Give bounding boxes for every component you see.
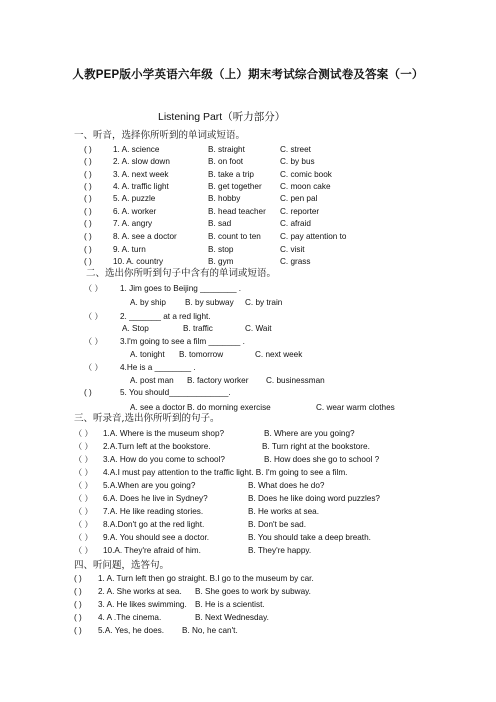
option-b: B. No, he can't.	[182, 626, 238, 635]
option-b: B. head teacher	[208, 207, 266, 216]
answer-bracket: ( )	[84, 182, 92, 191]
question-row	[0, 506, 496, 517]
section2-heading: 二、选出你所听到句子中含有的单词或短语。	[86, 268, 277, 279]
question-text: 2. _______ at a red light.	[120, 312, 211, 321]
option-b: B. sad	[208, 219, 232, 228]
answer-bracket: ( )	[84, 257, 92, 266]
option-a: A. see a doctor	[130, 403, 186, 412]
part-label: Listening Part（听力部分）	[158, 111, 286, 123]
option-b: B. on foot	[208, 157, 244, 166]
option-a: 5. A. puzzle	[113, 194, 156, 203]
option-a: 4. A .The cinema.	[98, 613, 162, 622]
option-a: 1. A. Turn left then go straight. B.I go to the museum by car.	[98, 574, 314, 583]
question-row	[0, 467, 496, 478]
answer-bracket: （ ）	[74, 429, 93, 438]
option-c: C. wear warm clothes	[316, 403, 395, 412]
question-row	[0, 311, 496, 322]
question-row	[0, 375, 496, 386]
option-b: B. get together	[208, 182, 262, 191]
question-row	[0, 336, 496, 347]
question-row	[0, 532, 496, 543]
option-a: 3. A. next week	[113, 170, 169, 179]
question-text: 4.He is a ________ .	[120, 363, 196, 372]
section1-heading: 一、听音，选择你所听到的单词或短语。	[74, 130, 246, 141]
option-c: C. by bus	[280, 157, 315, 166]
answer-bracket: （ ）	[74, 455, 93, 464]
answer-bracket: ( )	[84, 232, 92, 241]
option-c: C. afraid	[280, 219, 311, 228]
question-row	[0, 362, 496, 373]
question-row	[0, 545, 496, 556]
option-c: C. reporter	[280, 207, 320, 216]
question-text: 1. Jim goes to Beijing ________ .	[120, 284, 242, 293]
answer-bracket: ( )	[84, 145, 92, 154]
option-c: C. street	[280, 145, 311, 154]
option-a: 4. A. traffic light	[113, 182, 169, 191]
option-c: C. pay attention to	[280, 232, 347, 241]
question-row	[0, 480, 496, 491]
question-row	[0, 231, 496, 242]
question-row	[0, 323, 496, 334]
option-b: B. Turn right at the bookstore.	[262, 442, 370, 451]
option-b: B. gym	[208, 257, 234, 266]
option-b: B. You should take a deep breath.	[248, 533, 371, 542]
answer-bracket: （ ）	[84, 363, 103, 372]
option-c: C. moon cake	[280, 182, 331, 191]
option-c: C. next week	[255, 350, 303, 359]
question-row	[0, 156, 496, 167]
question-row	[0, 349, 496, 360]
answer-bracket: （ ）	[74, 520, 93, 529]
page-title: 人教PEP版小学英语六年级（上）期末考试综合测试卷及答案（一）	[72, 69, 424, 81]
answer-bracket: ( )	[74, 587, 82, 596]
answer-bracket: ( )	[84, 194, 92, 203]
option-a: 2. A. She works at sea.	[98, 587, 182, 596]
option-a: 1. A. science	[113, 145, 160, 154]
option-a: 5.A. Yes, he does.	[98, 626, 165, 635]
question-row	[0, 297, 496, 308]
question-row	[0, 144, 496, 155]
answer-bracket: ( )	[74, 574, 82, 583]
answer-bracket: ( )	[84, 388, 92, 397]
question-text: 5. You should_____________.	[120, 388, 231, 397]
question-row	[0, 428, 496, 439]
answer-bracket: ( )	[84, 170, 92, 179]
option-a: 5.A.When are you going?	[103, 481, 196, 490]
option-c: C. Wait	[245, 324, 272, 333]
option-c: C. grass	[280, 257, 311, 266]
option-b: B. count to ten	[208, 232, 261, 241]
option-a: A. tonight	[130, 350, 165, 359]
question-row	[0, 625, 496, 636]
option-c: C. by train	[245, 298, 283, 307]
answer-bracket: （ ）	[74, 481, 93, 490]
question-row	[0, 573, 496, 584]
option-a: A. post man	[130, 376, 174, 385]
option-a: A. by ship	[130, 298, 166, 307]
option-a: 10. A. country	[113, 257, 164, 266]
option-a: 6. A. worker	[113, 207, 157, 216]
answer-bracket: （ ）	[74, 533, 93, 542]
answer-bracket: （ ）	[84, 312, 103, 321]
answer-bracket: （ ）	[74, 468, 93, 477]
answer-bracket: ( )	[74, 613, 82, 622]
option-a: 8.A.Don't go at the red light.	[103, 520, 205, 529]
option-a: 8. A. see a doctor	[113, 232, 177, 241]
answer-bracket: （ ）	[74, 442, 93, 451]
option-a: 6.A. Does he live in Sydney?	[103, 494, 208, 503]
option-a: 4.A.I must pay attention to the traffic light. B. I'm going to see a film.	[103, 468, 348, 477]
option-a: 2.A.Turn left at the bookstore.	[103, 442, 211, 451]
question-row	[0, 206, 496, 217]
option-b: B. tomorrow	[179, 350, 224, 359]
answer-bracket: ( )	[84, 219, 92, 228]
answer-bracket: ( )	[84, 157, 92, 166]
answer-bracket: （ ）	[84, 337, 103, 346]
question-row	[0, 599, 496, 610]
question-row	[0, 169, 496, 180]
section3-heading: 三、听录音,选出你所听到的句子。	[74, 413, 220, 424]
option-b: B. hobby	[208, 194, 241, 203]
option-c: C. visit	[280, 245, 305, 254]
question-row	[0, 244, 496, 255]
option-b: B. Does he like doing word puzzles?	[248, 494, 380, 503]
option-a: 9. A. turn	[113, 245, 146, 254]
answer-bracket: （ ）	[74, 494, 93, 503]
option-a: 3. A. He likes swimming.	[98, 600, 187, 609]
option-b: B. How does she go to school ?	[264, 455, 380, 464]
option-b: B. She goes to work by subway.	[195, 587, 311, 596]
option-c: C. businessman	[266, 376, 325, 385]
answer-bracket: ( )	[74, 600, 82, 609]
option-b: B. take a trip	[208, 170, 254, 179]
option-b: B. Where are you going?	[264, 429, 355, 438]
answer-bracket: ( )	[84, 245, 92, 254]
question-row	[0, 586, 496, 597]
option-b: B. They're happy.	[248, 546, 312, 555]
option-a: 7.A. He like reading stories.	[103, 507, 204, 516]
question-row	[0, 218, 496, 229]
question-row	[0, 283, 496, 294]
question-row	[0, 493, 496, 504]
option-a: 9.A. You should see a doctor.	[103, 533, 210, 542]
option-c: C. pen pal	[280, 194, 318, 203]
answer-bracket: （ ）	[74, 507, 93, 516]
answer-bracket: （ ）	[74, 546, 93, 555]
answer-bracket: （ ）	[84, 284, 103, 293]
option-a: 10.A. They're afraid of him.	[103, 546, 201, 555]
option-b: B. traffic	[183, 324, 213, 333]
option-a: 7. A. angry	[113, 219, 153, 228]
answer-bracket: ( )	[74, 626, 82, 635]
question-row	[0, 612, 496, 623]
option-a: 2. A. slow down	[113, 157, 170, 166]
answer-bracket: ( )	[84, 207, 92, 216]
option-b: B. do morning exercise	[187, 403, 271, 412]
question-row	[0, 519, 496, 530]
question-text: 3.I'm going to see a film _______ .	[120, 337, 245, 346]
question-row	[0, 387, 496, 398]
option-b: B. Don't be sad.	[248, 520, 307, 529]
option-b: B. stop	[208, 245, 234, 254]
question-row	[0, 181, 496, 192]
option-a: 1.A. Where is the museum shop?	[103, 429, 225, 438]
question-row	[0, 441, 496, 452]
option-b: B. He works at sea.	[248, 507, 319, 516]
option-b: B. Next Wednesday.	[195, 613, 269, 622]
option-a: A. Stop	[122, 324, 149, 333]
question-row	[0, 454, 496, 465]
option-b: B. What does he do?	[248, 481, 325, 490]
option-a: 3.A. How do you come to school?	[103, 455, 225, 464]
option-b: B. factory worker	[187, 376, 249, 385]
option-b: B. He is a scientist.	[195, 600, 265, 609]
option-c: C. comic book	[280, 170, 332, 179]
section4-heading: 四、听问题，选答句。	[74, 560, 170, 571]
option-b: B. straight	[208, 145, 245, 154]
question-row	[0, 193, 496, 204]
option-b: B. by subway	[185, 298, 234, 307]
